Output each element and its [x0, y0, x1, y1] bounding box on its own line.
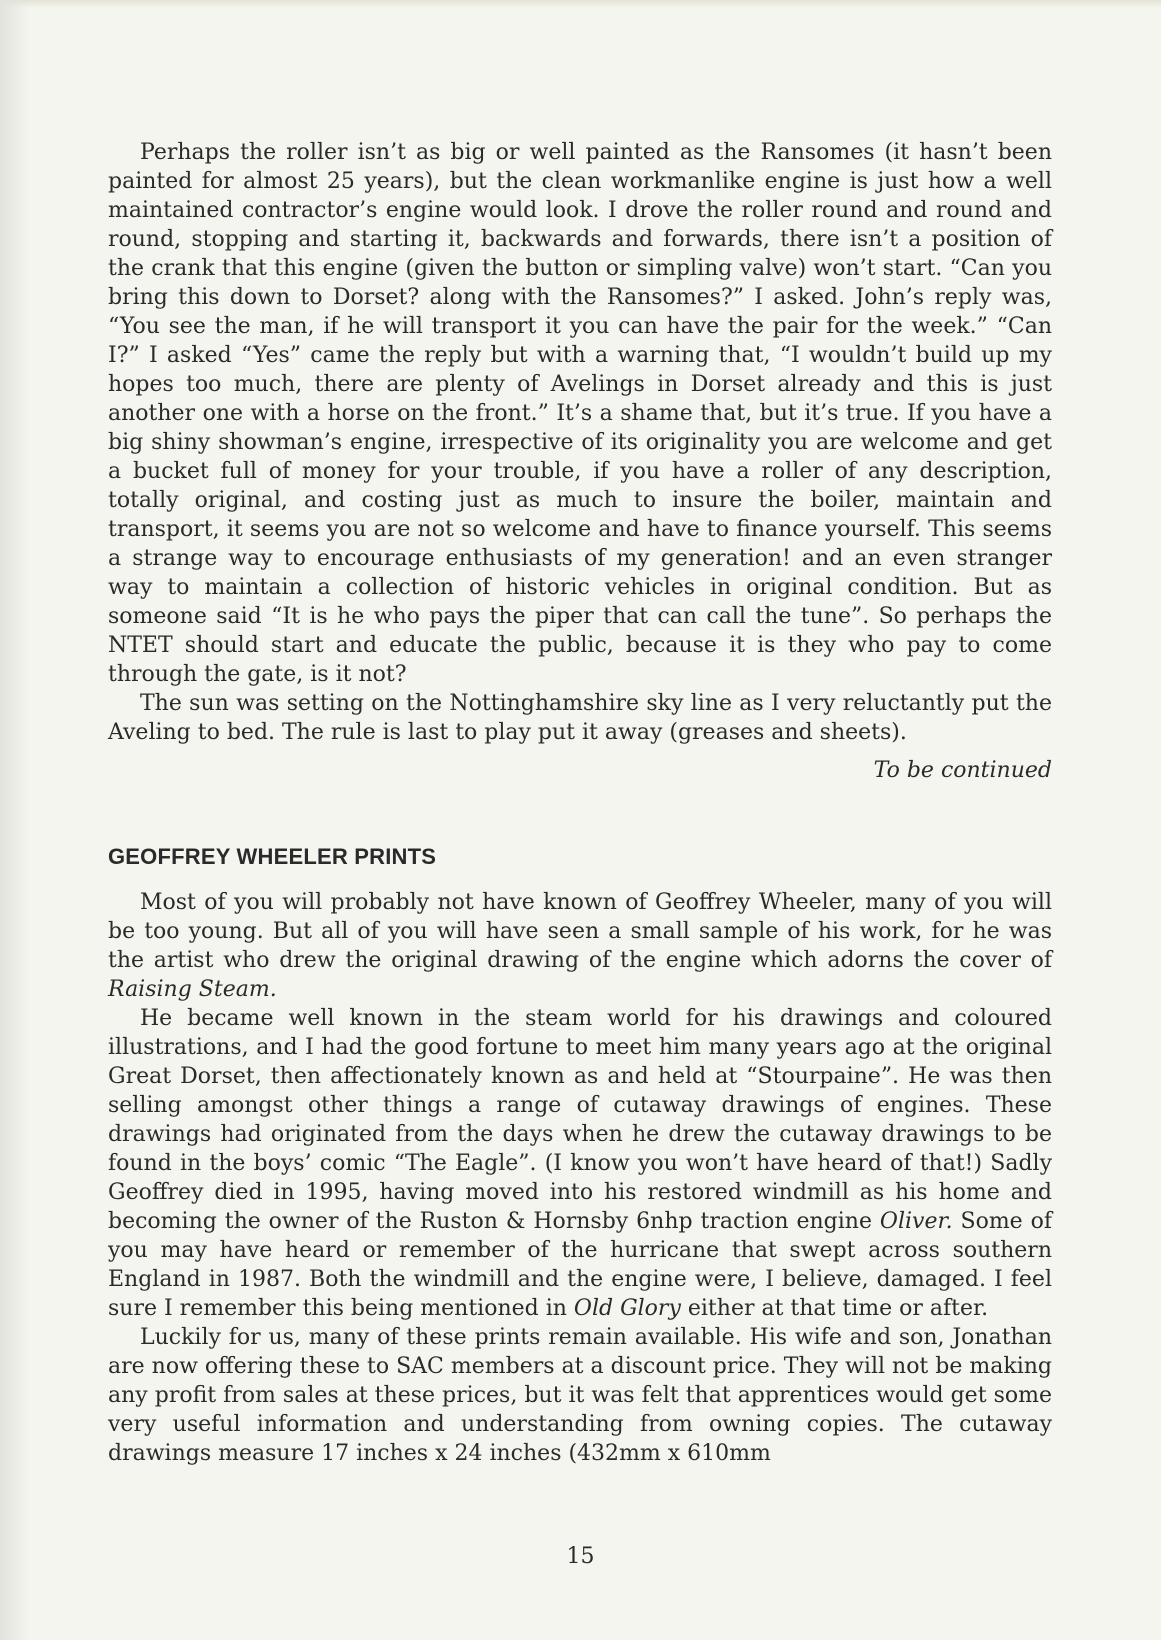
page-content	[108, 138, 1052, 1468]
article-paragraph-2: The sun was setting on the Nottinghamshire sky line as I very reluctantly put the Aveling to bed. The rule is last to play put it away (greases and sheets).	[108, 691, 1052, 745]
prints-paragraph-1-text: Most of you will probably not have known of Geoffrey Wheeler, many of you will be too young. But all of you will have seen a small sample of his work, for he was the artist who drew the original drawing of the engine which adorns the cover of	[108, 890, 1052, 973]
prints-paragraph-1	[108, 888, 1052, 1004]
prints-paragraph-2-text-b: Some of you may have heard or remember of the hurricane that swept across southern England in 1987. Both the windmill and the engine were, I believe, damaged. I feel sure I remember this being mentioned in	[108, 1209, 1053, 1321]
page-number: 15	[566, 1544, 595, 1569]
section-body	[108, 888, 1052, 1468]
page-top-shadow	[0, 0, 1161, 8]
prints-paragraph-2-text-a: He became well known in the steam world for his drawings and coloured illustrations, and I had the good fortune to meet him many years ago at the original Great Dorset, then affectionately known as and held at “Stourpaine”. He was then selling amongst other things a range of cutaway drawings of engines. These drawings had originated from the days when he drew the cutaway drawings to be found in the boys’ comic “The Eagle”. (I know you won’t have heard of that!) Sadly Geoffrey died in 1995, having moved into his restored windmill as his home and becoming the owner of the Ruston & Hornsby 6nhp traction engine	[108, 1006, 1052, 1234]
prints-paragraph-2-italic-a: Oliver.	[879, 1209, 953, 1234]
prints-paragraph-1-italic: Raising Steam.	[108, 977, 277, 1002]
prints-paragraph-2	[108, 1004, 1052, 1323]
page-gutter-shadow	[0, 0, 30, 1640]
article-paragraph-1: Perhaps the roller isn’t as big or well painted as the Ransomes (it hasn’t been painted for almost 25 years), but the clean workmanlike engine is just how a well maintained contractor’s engine would look. I drove the roller round and round and round, stopping and starting it, backwards and forwards, there isn’t a position of the crank that this engine (given the button or simpling valve) won’t start. “Can you bring this down to Dorset? along with the Ransomes?” I asked. John’s reply was, “You see the man, if he will transport it you can have the pair for the week.” “Can I?” I asked “Yes” came the reply but with a warning that, “I wouldn’t build up my hopes too much, there are plenty of Avelings in Dorset already and this is just another one with a horse on the front.” It’s a shame that, but it’s true. If you have a big shiny showman’s engine, irrespective of its originality you are welcome and get a bucket full of money for your trouble, if you have a roller of any description, totally original, and costing just as much to insure the boiler, maintain and transport, it seems you are not so welcome and have to finance yourself. This seems a strange way to encourage enthusiasts of my generation! and an even stranger way to maintain a collection of historic vehicles in original condition. But as someone said “It is he who pays the piper that can call the tune”. So perhaps the NTET should start and educate the public, because it is they who pay to come through the gate, is it not?	[108, 140, 1052, 687]
prints-paragraph-2-text-c: either at that time or after.	[687, 1296, 989, 1321]
to-be-continued: To be continued	[873, 758, 1052, 783]
section-heading: GEOFFREY WHEELER PRINTS	[108, 844, 437, 869]
prints-paragraph-3: Luckily for us, many of these prints remain available. His wife and son, Jonathan are now offering these to SAC members at a discount price. They will not be making any profit from sales at these prices, but it was felt that apprentices would get some very useful information and understanding from owning copies. The cutaway drawings measure 17 inches x 24 inches (432mm x 610mm	[108, 1325, 1052, 1466]
prints-paragraph-2-italic-b: Old Glory	[573, 1296, 681, 1321]
